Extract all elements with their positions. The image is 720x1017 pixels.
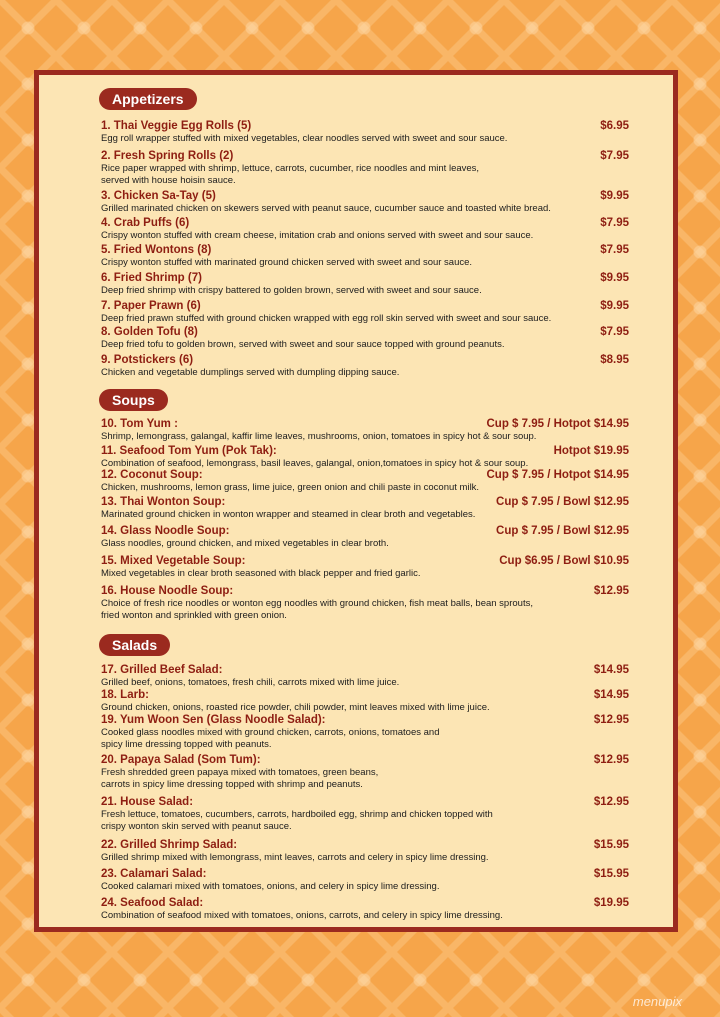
section-title-appetizers: Appetizers [99,88,197,110]
item-price: $7.95 [600,150,629,162]
section-title-soups: Soups [99,389,168,411]
menu-item [101,469,629,494]
item-description: Glass noodles, ground chicken, and mixed vegetables in clear broth. [101,538,389,549]
menu-item [101,150,629,186]
item-name: 3. Chicken Sa-Tay (5) [101,190,216,202]
item-name: 8. Golden Tofu (8) [101,326,198,338]
item-name: 17. Grilled Beef Salad: [101,664,223,676]
item-name: 19. Yum Woon Sen (Glass Noodle Salad): [101,714,326,726]
menu-item [101,754,629,790]
menu-item [101,272,629,297]
item-name: 16. House Noodle Soup: [101,585,234,597]
item-name: 18. Larb: [101,689,149,701]
item-price: $9.95 [600,272,629,284]
item-description: Deep fried shrimp with crispy battered to golden brown, served with sweet and sour sauce. [101,285,482,296]
item-price: Cup $ 7.95 / Hotpot $14.95 [486,418,629,430]
item-description: Crispy wonton stuffed with cream cheese, imitation crab and onions served with sweet and sour sauce. [101,230,534,241]
menu-item [101,244,629,269]
item-price: $8.95 [600,354,629,366]
item-name: 21. House Salad: [101,796,194,808]
menu-item [101,664,629,689]
item-price: $9.95 [600,190,629,202]
item-description: Cooked calamari mixed with tomatoes, onions, and celery in spicy lime dressing. [101,881,440,892]
menu-item [101,585,629,621]
item-description: Marinated ground chicken in wonton wrapper and steamed in clear broth and vegetables. [101,509,476,520]
menu-item [101,326,629,351]
item-name: 10. Tom Yum : [101,418,178,430]
item-price: Cup $ 7.95 / Bowl $12.95 [496,525,629,537]
item-name: 9. Potstickers (6) [101,354,194,366]
item-description: Grilled marinated chicken on skewers served with peanut sauce, cucumber sauce and toasted white bread. [101,203,551,214]
item-description: Fresh lettuce, tomatoes, cucumbers, carrots, hardboiled egg, shrimp and chicken topped with crispy wonton skin served with peanut sauce. [101,809,493,832]
item-price: $15.95 [593,868,629,880]
menu-item [101,217,629,242]
item-price: Cup $6.95 / Bowl $10.95 [499,555,629,567]
item-name: 7. Paper Prawn (6) [101,300,201,312]
item-price: $14.95 [593,664,629,676]
item-price: Hotpot $19.95 [553,445,629,457]
item-name: 23. Calamari Salad: [101,868,207,880]
menu-item [101,418,629,443]
item-description: Crispy wonton stuffed with marinated ground chicken served with sweet and sour sauce. [101,257,473,268]
menu-item [101,496,629,521]
item-name: 15. Mixed Vegetable Soup: [101,555,246,567]
item-price: $12.95 [593,796,629,808]
item-name: 12. Coconut Soup: [101,469,203,481]
item-price: $7.95 [600,244,629,256]
item-price: $15.95 [593,839,629,851]
item-price: $19.95 [593,897,629,909]
item-description: Deep fried prawn stuffed with ground chicken wrapped with egg roll skin served with sweet and sour sauce. [101,313,552,324]
item-name: 14. Glass Noodle Soup: [101,525,230,537]
item-description: Shrimp, lemongrass, galangal, kaffir lime leaves, mushrooms, onion, tomatoes in spicy hot & sour soup. [101,431,537,442]
item-description: Rice paper wrapped with shrimp, lettuce, carrots, cucumber, rice noodles and mint leaves, served with house hoisin sauce. [101,163,480,186]
item-price: $9.95 [600,300,629,312]
menu-item [101,868,629,893]
menu-item [101,300,629,325]
menu-item [101,445,629,470]
item-price: $14.95 [593,689,629,701]
item-description: Chicken and vegetable dumplings served with dumpling dipping sauce. [101,367,400,378]
item-description: Combination of seafood, lemongrass, basil leaves, galangal, onion,tomatoes in spicy hot & sour soup. [101,458,529,469]
item-name: 11. Seafood Tom Yum (Pok Tak): [101,445,277,457]
item-price: $7.95 [600,326,629,338]
item-description: Grilled shrimp mixed with lemongrass, mint leaves, carrots and celery in spicy lime dressing. [101,852,489,863]
item-name: 1. Thai Veggie Egg Rolls (5) [101,120,252,132]
item-name: 2. Fresh Spring Rolls (2) [101,150,234,162]
item-name: 5. Fried Wontons (8) [101,244,212,256]
section-title-salads: Salads [99,634,170,656]
menu-item [101,190,629,215]
item-price: $12.95 [593,714,629,726]
menu-item [101,689,629,714]
item-description: Ground chicken, onions, roasted rice powder, chili powder, mint leaves mixed with lime juice. [101,702,490,713]
menu-panel [34,70,678,932]
item-description: Egg roll wrapper stuffed with mixed vegetables, clear noodles served with sweet and sour sauce. [101,133,508,144]
menu-item [101,796,629,832]
watermark: menupix [632,994,682,1009]
menu-item [101,714,629,750]
item-name: 6. Fried Shrimp (7) [101,272,202,284]
menu-item [101,897,629,922]
item-name: 4. Crab Puffs (6) [101,217,190,229]
item-price: $12.95 [593,754,629,766]
menu-item [101,354,629,379]
menu-item [101,525,629,550]
item-description: Combination of seafood mixed with tomatoes, onions, carrots, and celery in spicy lime dressing. [101,910,503,921]
item-description: Mixed vegetables in clear broth seasoned with black pepper and fried garlic. [101,568,421,579]
item-name: 24. Seafood Salad: [101,897,204,909]
menu-item [101,839,629,864]
item-price: $6.95 [600,120,629,132]
item-price: $12.95 [593,585,629,597]
item-name: 22. Grilled Shrimp Salad: [101,839,238,851]
item-description: Choice of fresh rice noodles or wonton egg noodles with ground chicken, fish meat balls, bean sprouts, fried wonton and sprinkled with green onion. [101,598,533,621]
item-price: $7.95 [600,217,629,229]
item-description: Grilled beef, onions, tomatoes, fresh chili, carrots mixed with lime juice. [101,677,400,688]
item-description: Chicken, mushrooms, lemon grass, lime juice, green onion and chili paste in coconut milk. [101,482,480,493]
item-name: 13. Thai Wonton Soup: [101,496,226,508]
item-price: Cup $ 7.95 / Hotpot $14.95 [486,469,629,481]
menu-item [101,555,629,580]
item-price: Cup $ 7.95 / Bowl $12.95 [496,496,629,508]
item-description: Deep fried tofu to golden brown, served with sweet and sour sauce topped with ground peanuts. [101,339,505,350]
item-description: Fresh shredded green papaya mixed with tomatoes, green beans, carrots in spicy lime dressing topped with shrimp and peanuts. [101,767,379,790]
item-description: Cooked glass noodles mixed with ground chicken, carrots, onions, tomatoes and spicy lime dressing topped with peanuts. [101,727,440,750]
item-name: 20. Papaya Salad (Som Tum): [101,754,261,766]
menu-item [101,120,629,145]
